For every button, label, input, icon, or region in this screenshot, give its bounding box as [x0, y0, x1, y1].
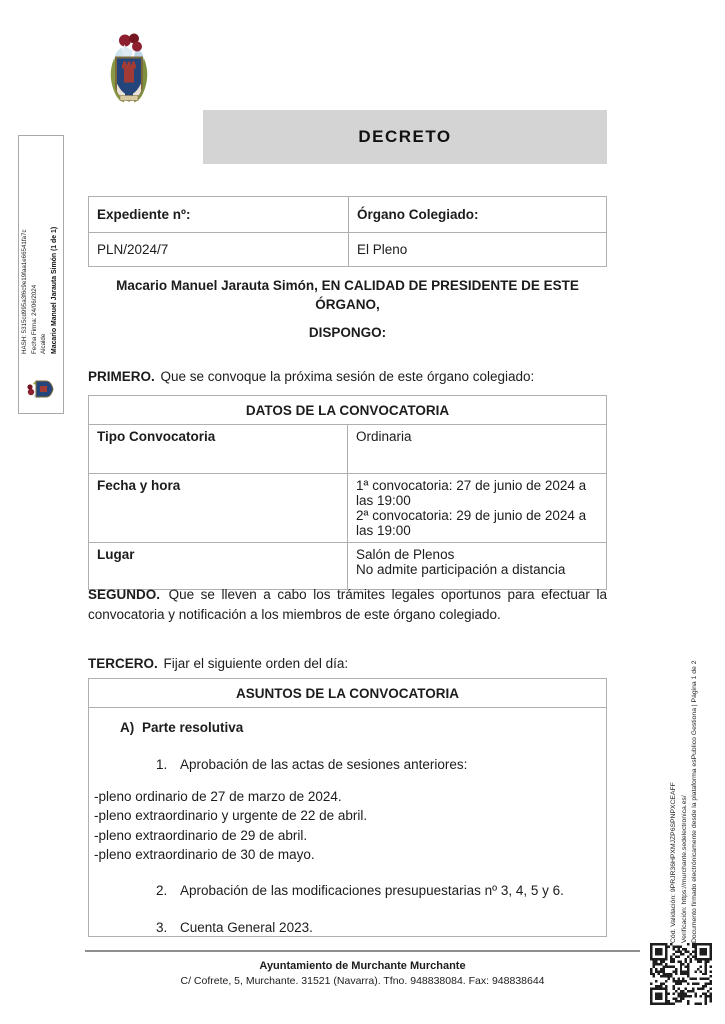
expediente-table: [88, 196, 607, 267]
segundo-label: SEGUNDO.: [88, 587, 161, 602]
table-row: [89, 197, 607, 233]
fecha-line-2: 2ª convocatoria: 29 de junio de 2024 a las 19:00: [356, 508, 587, 538]
section-a-title: Parte resolutiva: [142, 720, 244, 735]
fecha-value: [348, 474, 607, 543]
table-row: [89, 474, 607, 543]
decreto-title-banner: [203, 110, 607, 164]
lugar-value: [348, 543, 607, 590]
actas-list: [94, 788, 596, 863]
datos-table-title: DATOS DE LA CONVOCATORIA: [89, 396, 607, 425]
expediente-header: Expediente nº:: [89, 197, 349, 233]
organo-header: Órgano Colegiado:: [349, 197, 607, 233]
agenda-item-2-text: Aprobación de las modificaciones presupuestarias nº 3, 4, 5 y 6.: [180, 883, 564, 899]
table-row: [89, 233, 607, 267]
intro-block: [88, 277, 607, 343]
agenda-item-2: [156, 882, 596, 900]
murchante-coat-of-arms-icon: [103, 31, 155, 106]
agenda-item-3: [156, 919, 596, 937]
validation-code: Cód. Validación: 9PRJR36HPXMJZP6SPNPXCEAFF: [669, 782, 677, 943]
verification-url: Verificación: https://murchante.sedelectronica.es/: [680, 795, 688, 943]
primero-paragraph: [88, 367, 607, 387]
signature-role: Alcalde: [40, 333, 48, 354]
footer-org-name: Ayuntamiento de Murchante Murchante: [259, 960, 466, 972]
fecha-line-1: 1ª convocatoria: 27 de junio de 2024 a las 19:00: [356, 478, 587, 508]
table-row: [89, 425, 607, 474]
signature-name: Macario Manuel Jarauta Simón (1 de 1): [50, 226, 58, 354]
signature-hash: HASH: 5315cd995a3f6c9e19faa1e66541fa7c: [21, 229, 29, 354]
lugar-line-2: No admite participación a distancia: [356, 562, 566, 577]
footer-address: C/ Cofrete, 5, Murchante. 31521 (Navarra). Tfno. 948838084. Fax: 948838644: [180, 974, 545, 987]
actas-item: -pleno extraordinario de 30 de mayo.: [94, 846, 315, 862]
lugar-line-1: Salón de Plenos: [356, 547, 455, 562]
tercero-paragraph: [88, 654, 607, 674]
tipo-value: Ordinaria: [348, 425, 607, 474]
primero-label: PRIMERO.: [88, 369, 155, 384]
signed-platform-note: Documento firmado electrónicamente desde la plataforma esPublico Gestiona | Página 1 de 2: [691, 660, 699, 943]
datos-convocatoria-table: [88, 395, 607, 590]
qr-code-icon: [650, 943, 712, 1005]
dispongo-heading: DISPONGO:: [308, 324, 387, 340]
table-row: [89, 396, 607, 425]
asuntos-convocatoria-table: [88, 678, 607, 937]
actas-item: -pleno ordinario de 27 de marzo de 2024.: [94, 789, 342, 805]
president-statement: Macario Manuel Jarauta Simón, EN CALIDAD DE PRESIDENTE DE ESTE ÓRGANO,: [116, 278, 579, 312]
signature-date: Fecha Firma: 24/06/2024: [30, 284, 38, 354]
organo-value: El Pleno: [349, 233, 607, 267]
table-row: [89, 543, 607, 590]
asuntos-table-title: ASUNTOS DE LA CONVOCATORIA: [89, 679, 606, 708]
decreto-title: DECRETO: [358, 127, 452, 146]
actas-item: -pleno extraordinario de 29 de abril.: [94, 827, 308, 843]
agenda-item-1-text: Aprobación de las actas de sesiones anteriores:: [180, 756, 468, 772]
segundo-paragraph: [88, 585, 607, 626]
expediente-value: PLN/2024/7: [89, 233, 349, 267]
primero-text: Que se convoque la próxima sesión de este órgano colegiado:: [160, 369, 535, 384]
agenda-item-1: [156, 756, 596, 774]
mini-coat-of-arms-icon: [26, 375, 56, 403]
tercero-label: TERCERO.: [88, 656, 158, 671]
footer: [85, 959, 640, 988]
segundo-text: Que se lleven a cabo los trámites legales oportunos para efectuar la convocatoria y notificación a los miembros de este órgano colegiado.: [88, 587, 607, 623]
lugar-label: Lugar: [89, 543, 348, 590]
signature-margin-box: [18, 135, 64, 414]
fecha-label: Fecha y hora: [89, 474, 348, 543]
tercero-text: Fijar el siguiente orden del día:: [163, 656, 349, 671]
agenda-item-3-text: Cuenta General 2023.: [180, 919, 313, 935]
validation-rotated-text: [664, 630, 706, 943]
section-a-heading: [120, 719, 596, 737]
asuntos-body: [89, 708, 606, 936]
agenda-item-3-num: 3.: [156, 919, 168, 935]
footer-divider: [85, 950, 640, 952]
agenda-item-1-num: 1.: [156, 756, 168, 772]
agenda-item-2-num: 2.: [156, 883, 168, 899]
section-a-label: A): [120, 720, 135, 735]
tipo-label: Tipo Convocatoria: [89, 425, 348, 474]
signature-rotated-text: [19, 136, 61, 364]
actas-item: -pleno extraordinario y urgente de 22 de abril.: [94, 808, 368, 824]
